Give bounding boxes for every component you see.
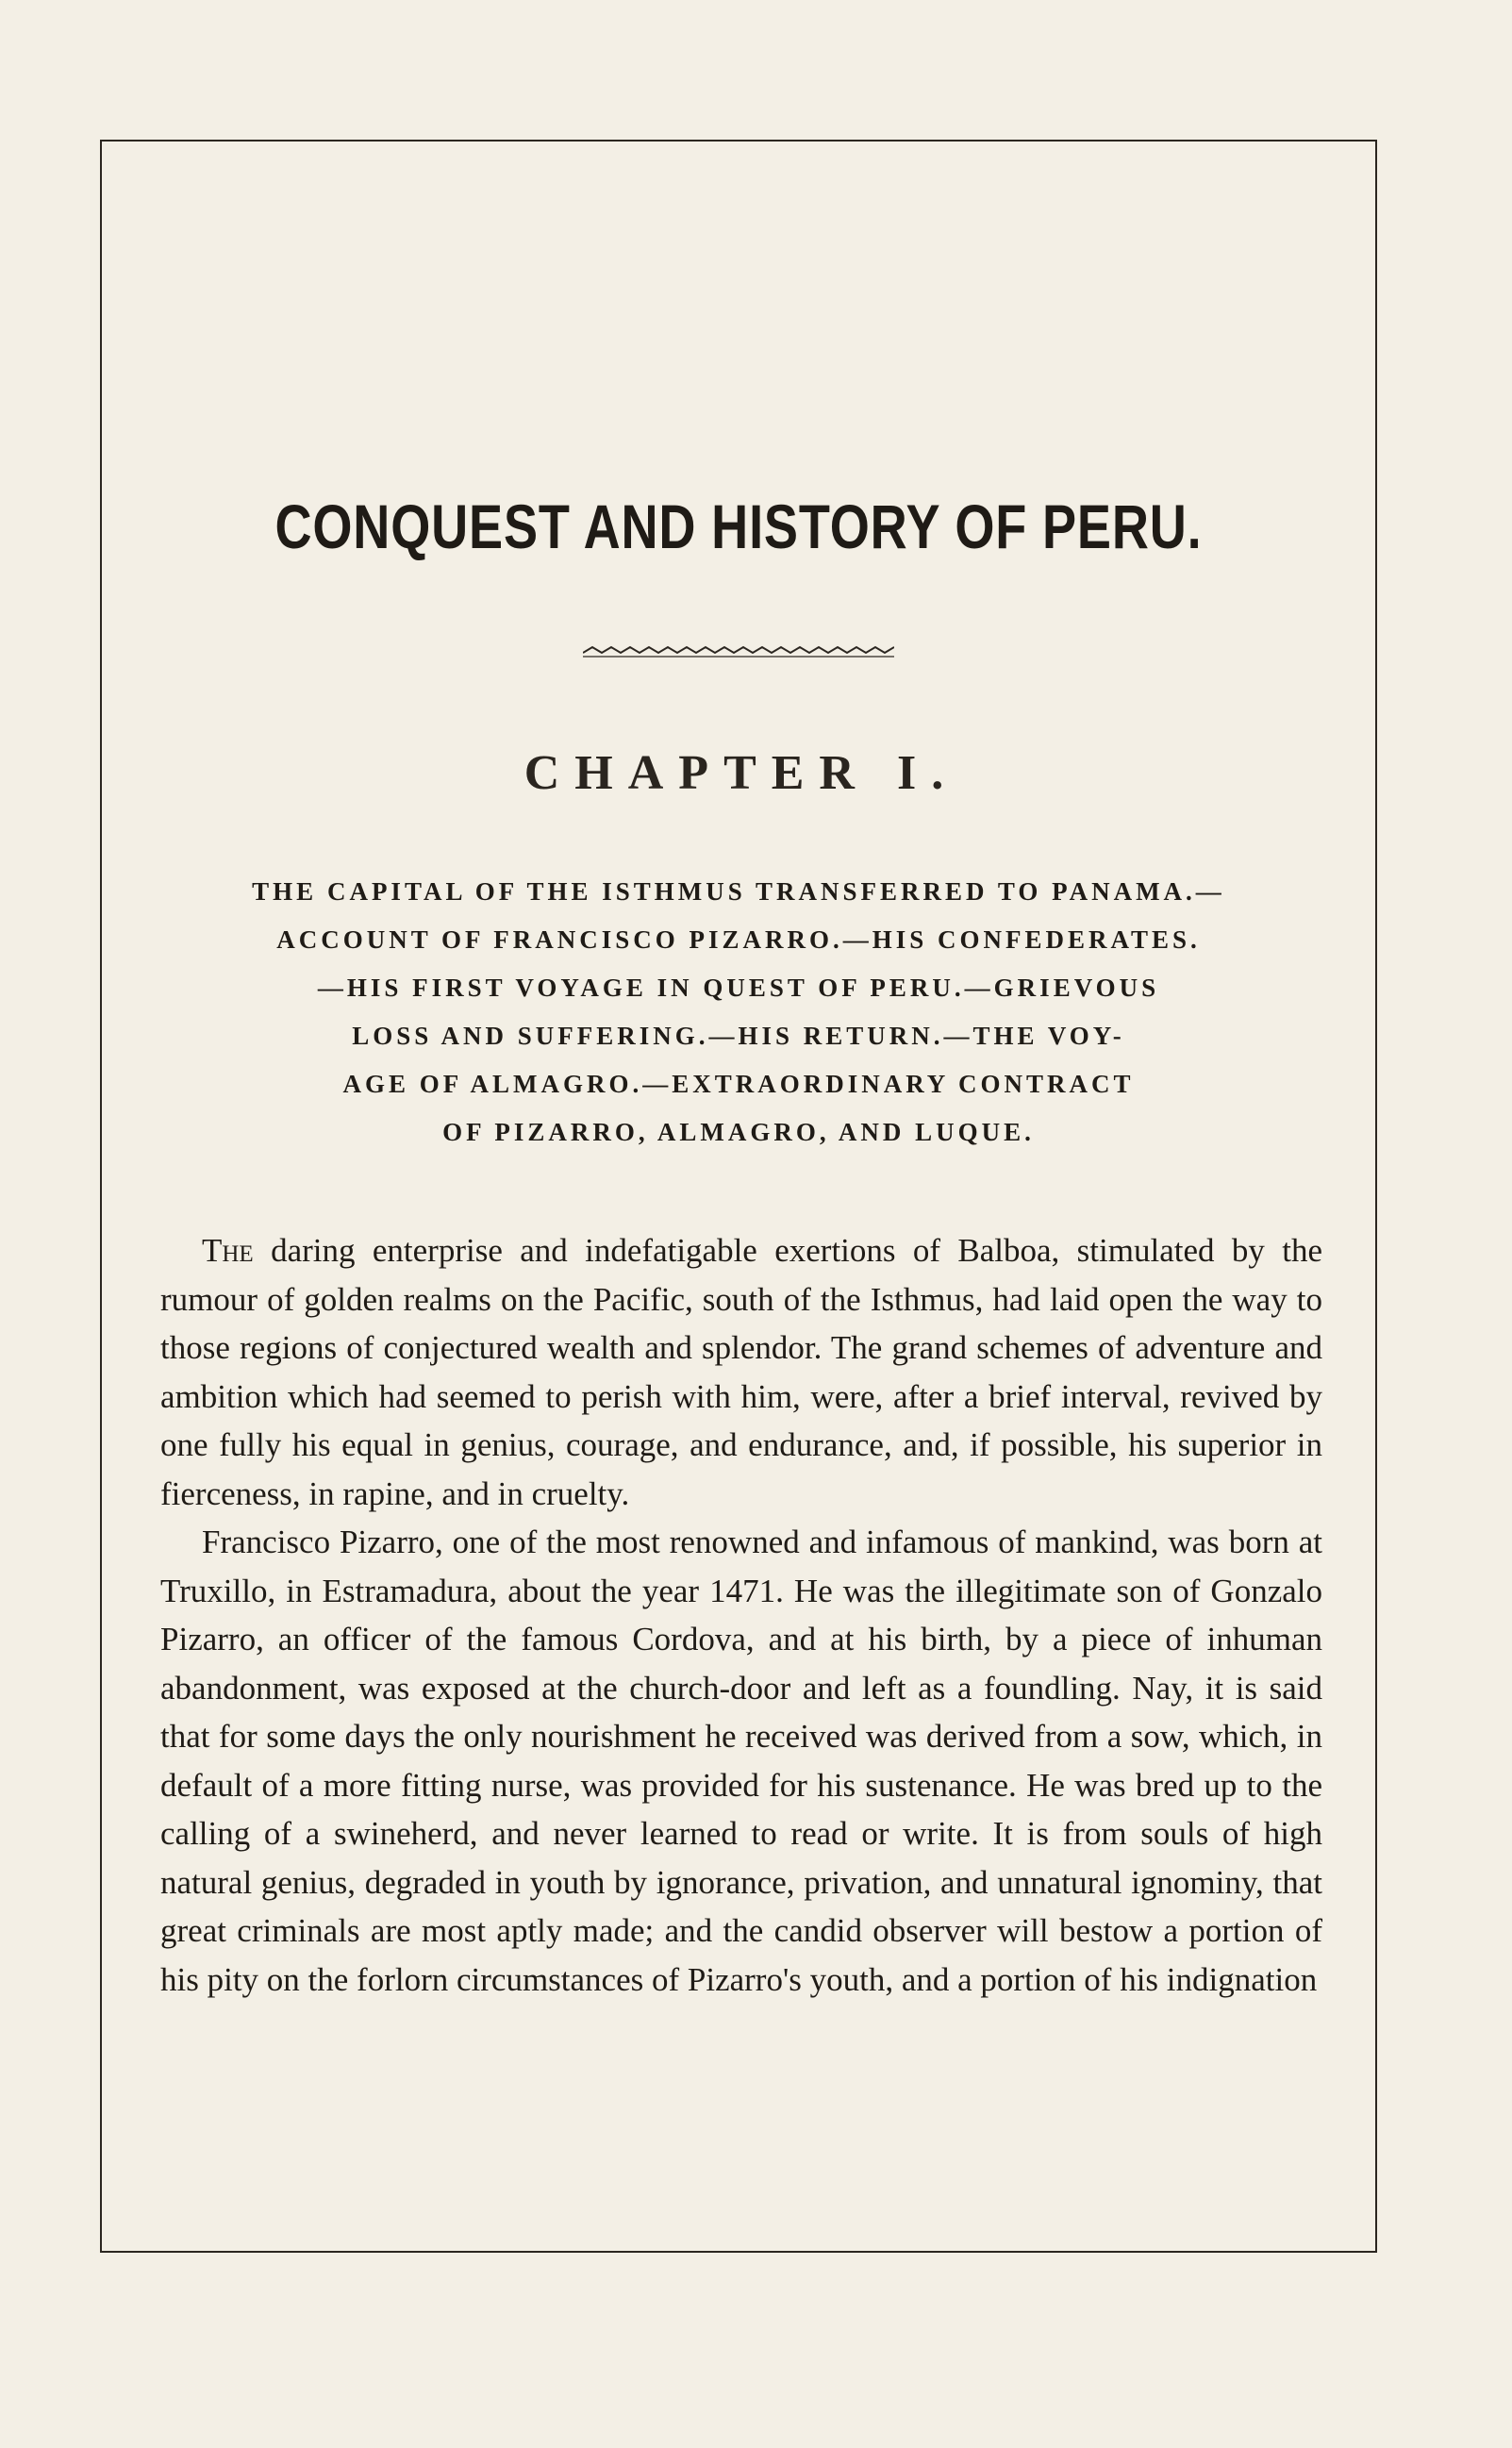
paragraph-lead-word: The [202,1232,254,1269]
page-title: CONQUEST AND HISTORY OF PERU. [274,491,1203,561]
page-frame [100,140,1377,2253]
paragraph-1 [160,1226,1322,1518]
ornament-divider [583,641,894,660]
summary-line: THE CAPITAL OF THE ISTHMUS TRANSFERRED TO PANAMA.— [252,877,1225,906]
summary-line: AGE OF ALMAGRO.—EXTRAORDINARY CONTRACT [342,1070,1135,1098]
summary-line: OF PIZARRO, ALMAGRO, AND LUQUE. [442,1118,1035,1146]
summary-line: —HIS FIRST VOYAGE IN QUEST OF PERU.—GRIEVOUS [317,974,1160,1002]
chapter-summary [158,868,1319,1157]
chapter-heading: CHAPTER I. [523,746,959,800]
paragraph-2: Francisco Pizarro, one of the most renowned and infamous of mankind, was born at Truxillo, in Estramadura, about the year 1471. He was the illegitimate son of Gonzalo Pizarro, an officer of the famous Cordova, and at his birth, by a piece of inhuman abandonment, was exposed at the church-door and left as a foundling. Nay, it is said that for some days the only nourishment he received was derived from a sow, which, in default of a more fitting nurse, was provided for his sustenance. He was bred up to the calling of a swineherd, and never learned to read or write. It is from souls of high natural genius, degraded in youth by ignorance, privation, and unnatural ignominy, that great criminals are most aptly made; and the candid observer will bestow a portion of his pity on the forlorn circumstances of Pizarro's youth, and a portion of his indignation [160,1524,1322,1998]
summary-line: LOSS AND SUFFERING.—HIS RETURN.—THE VOY- [352,1022,1125,1050]
paragraph-1-text: daring enterprise and indefatigable exertions of Balboa, stimulated by the rumour of golden realms on the Pacific, south of the Isthmus, had laid open the way to those regions of conjectured wealth and splendor. The grand schemes of adventure and ambition which had seemed to perish with him, were, after a brief interval, revived by one fully his equal in genius, courage, and endurance, and, if possible, his superior in fierceness, in rapine, and in cruelty. [160,1232,1322,1512]
summary-line: ACCOUNT OF FRANCISCO PIZARRO.—HIS CONFEDERATES. [276,925,1201,954]
body-text [160,1226,1322,2004]
